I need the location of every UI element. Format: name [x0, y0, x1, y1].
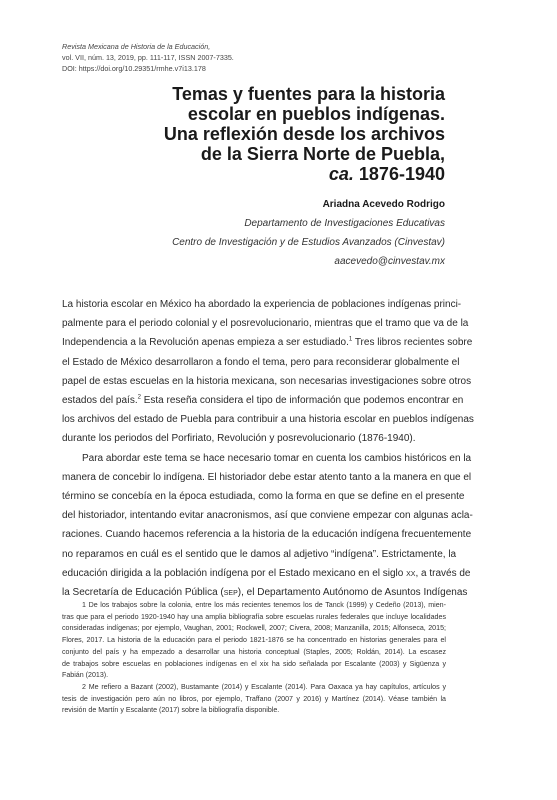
body-line [62, 333, 473, 352]
footnote-line: 2 Me refiero a Bazant (2002), Bustamante (2014) y Escalante (2014). Para Oaxaca ya hay capítulos, artículos y [82, 682, 446, 691]
body-text: Independencia a la Revolución apenas empieza a ser estudiado. [62, 337, 349, 349]
body-line: durante los periodos del Porfiriato, Revolución y posrevolucionario (1876-1940). [62, 433, 416, 445]
footnote-ref-1[interactable]: 1 [348, 337, 353, 344]
century-numeral: xx [406, 567, 416, 579]
footnote-line: revisión de Martín y Escalante (2017) sobre la bibliografía disponible. [62, 706, 280, 715]
body-text: la Secretaría de Educación Pública ( [62, 587, 224, 599]
body-line: no reparamos en cuál es el sentido que le damos al adjetivo “indígena”. Estrictamente, la [62, 548, 457, 560]
body-line: el Estado de México desarrollaron a fondo el tema, pero para reconsiderar globalmente el [62, 356, 460, 368]
title-line: Una reflexión desde los archivos [163, 124, 445, 144]
footnote-line: de trabajos sobre escuelas en poblaciones indígenas en el xix ha sido señalada por Escalante (2003) y Sigüenza y [62, 659, 446, 668]
footnote-line: 1 De los trabajos sobre la colonia, entre los más recientes tenemos los de Tanck (1999) y Cedeño (2013), mien- [82, 601, 446, 609]
body-line: La historia escolar en México ha abordado la experiencia de poblaciones indígenas princi- [62, 299, 462, 310]
author-email[interactable]: aacevedo@cinvestav.mx [334, 256, 445, 267]
body-text: educación dirigida a la población indígena por el Estado mexicano en el siglo [62, 567, 407, 579]
paragraph-2 [62, 449, 473, 603]
footnotes [62, 600, 446, 717]
journal-name: Revista Mexicana de Historia de la Educación, [62, 42, 211, 51]
body-line: del historiador, intentando evitar anacronismos, así que conviene empezar con algunas acla- [62, 510, 473, 522]
body-text: Tres libros recientes sobre [352, 337, 473, 349]
footnote-line: tras que para el periodo 1920-1940 hay una amplia bibliografía sobre escuelas rurales federales que incluye localidades [62, 612, 446, 621]
body-text: ), el Departamento Autónomo de Asuntos Indígenas [237, 587, 468, 599]
title-ca: ca. [328, 164, 354, 184]
footnote-line: tesis de investigación pero aún no libros, por ejemplo, Traffano (2007 y 2016) y Martínez (2014). Véase también la [62, 694, 446, 703]
footnote-2 [62, 682, 446, 717]
title-line: Temas y fuentes para la historia [172, 84, 445, 104]
body-text: estados del país. [62, 395, 138, 407]
footnote-1 [62, 600, 446, 682]
footnote-line: consideradas indígenas; por ejemplo, Vaughan, 2001; Rockwell, 2007; Civera, 2008; Manzanilla, 2015; Alfonseca, 2015; [62, 624, 446, 633]
footnote-line: Fabián (2013). [62, 671, 109, 680]
acronym-sep: sep [223, 587, 238, 599]
body-text: Esta reseña considera el tipo de información que podemos encontrar en [140, 395, 464, 407]
body-line: palmente para el periodo colonial y el posrevolucionario, mientras que el tramo que va de la [62, 318, 469, 330]
body-line: papel de estas escuelas en la historia mexicana, son necesarias investigaciones sobre otros [62, 375, 472, 387]
journal-doi[interactable]: DOI: https://doi.org/10.29351/rmhe.v7i13.178 [62, 64, 206, 73]
body-line [62, 564, 471, 583]
paragraph-1 [62, 295, 474, 449]
footnote-line: Flores, 2017. La historia de la educación para el periodo 1821-1876 se ha concentrado en historias generales para el [62, 636, 446, 645]
body-line: manera de concebir lo indígena. El historiador debe estar atento tanto a la manera en que el [62, 471, 472, 483]
author-affiliation: Departamento de Investigaciones Educativas [244, 218, 445, 229]
title-years: 1876-1940 [353, 164, 445, 184]
article-title [85, 84, 445, 184]
article-body [62, 295, 474, 602]
body-line [62, 391, 464, 410]
title-line [85, 164, 445, 184]
body-line: raciones. Cuando hacemos referencia a la historia de la educación indígena frecuentemente [62, 529, 472, 541]
body-line: Para abordar este tema se hace necesario tomar en cuenta los cambios históricos en la [82, 452, 472, 464]
body-line: término se concebía en la época estudiada, como la forma en que se define en el presente [62, 491, 465, 503]
journal-volume: vol. VII, núm. 13, 2019, pp. 111-117, ISSN 2007-7335. [62, 53, 234, 62]
body-text: , a través de [415, 567, 471, 579]
title-line: de la Sierra Norte de Puebla, [200, 144, 445, 164]
author-block [85, 195, 445, 271]
author-institution: Centro de Investigación y de Estudios Avanzados (Cinvestav) [172, 237, 445, 248]
author-name: Ariadna Acevedo Rodrigo [322, 199, 445, 210]
title-line: escolar en pueblos indígenas. [187, 104, 445, 124]
footnote-ref-2[interactable]: 2 [137, 394, 141, 401]
footnote-line: conjunto del país y ha empezado a desarrollar una historia conceptual (Staples, 2005; Roldán, 2014). La escasez [62, 647, 446, 656]
journal-header [62, 41, 382, 74]
body-line: los archivos del estado de Puebla para contribuir a una historia escolar en pueblos indígenas [62, 414, 474, 426]
